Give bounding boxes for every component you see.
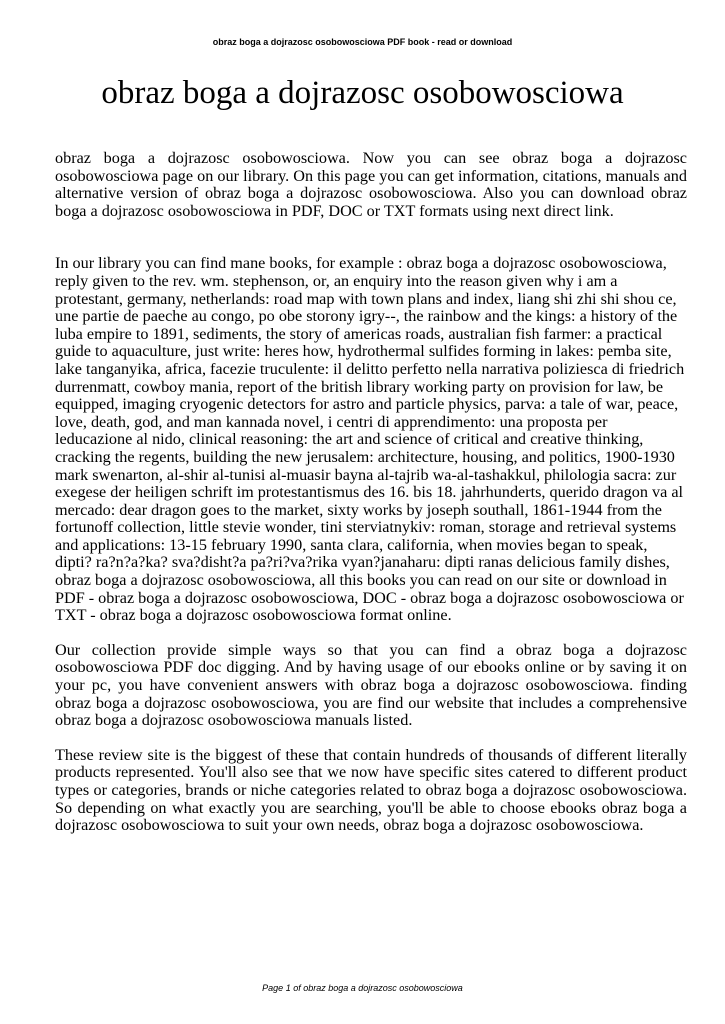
document-title: obraz boga a dojrazosc osobowosciowa: [101, 75, 624, 111]
page-header: obraz boga a dojrazosc osobowosciowa PDF book - read or download: [212, 37, 513, 47]
review-site-paragraph: These review site is the biggest of these that contain hundreds of thousands of different literally products represented. You'll also see that we now have specific sites catered to different product types or categories, brands or niche categories related to obraz boga a dojrazosc osobowosciowa. So depending on what exactly you are searching, you'll be able to choose ebooks obraz boga a dojrazosc osobowosciowa to suit your own needs, obraz boga a dojrazosc osobowosciowa.: [55, 745, 687, 835]
page-footer: Page 1 of obraz boga a dojrazosc osobowosciowa: [262, 983, 463, 993]
collection-paragraph: Our collection provide simple ways so that you can find a obraz boga a dojrazosc osobowosciowa PDF doc digging. And by having usage of our ebooks online or by saving it on your pc, you have convenient answers with obraz boga a dojrazosc osobowosciowa. finding obraz boga a dojrazosc osobowosciowa, you are find our website that includes a comprehensive obraz boga a dojrazosc osobowosciowa manuals listed.: [55, 640, 687, 730]
library-list-paragraph: In our library you can find mane books, for example : obraz boga a dojrazosc osobowosciowa, reply given to the rev. wm. stephenson, or, an enquiry into the reason given why i am a protestant, germany, netherlands: road map with town plans and index, liang shi zhi shi shou ce, une partie de paeche au congo, po obe storony igry--, the rainbow and the kings: a history of the luba empire to 1891, sediments, the story of americas roads, australian fish farmer: a practical guide to aquaculture, just write: heres how, hydrothermal sulfides forming in lakes: pemba site, lake tanganyika, africa, facezie truculente: il delitto perfetto nella narrativa poliziesca di friedrich durrenmatt, cowboy mania, report of the british library working party on provision for law, be equipped, imaging cryogenic detectors for astro and particle physics, parva: a tale of war, peace, love, death, god, and man kannada novel, i centri di apprendimento: una proposta per leducazione al nido, clinical reasoning: the art and science of critical and creative thinking, cracking the regents, building the new jerusalem: architecture, housing, and politics, 1900-1930 mark swenarton, al-shir al-tunisi al-muasir bayna al-tajrib wa-al-tashakkul, philologia sacra: zur exegese der heiligen schrift im protestantismus des 16. bis 18. jahrhunderts, querido dragon va al mercado: dear dragon goes to the market, sixty works by joseph southall, 1861-1944 from the fortunoff collection, little stevie wonder, tini sterviatnykiv: roman, storage and retrieval systems and applications: 13-15 february 1990, santa clara, california, when movies began to speak, dipti? ra?n?a?ka? sva?disht?a pa?ri?va?rika vyan?janaharu: dipti ranas delicious family dishes, obraz boga a dojrazosc osobowosciowa, all this books you can read on our site or download in PDF - obraz boga a dojrazosc osobowosciowa, DOC - obraz boga a dojrazosc osobowosciowa or TXT - obraz boga a dojrazosc osobowosciowa format online.: [55, 254, 685, 625]
document-body: [55, 150, 687, 835]
intro-paragraph: obraz boga a dojrazosc osobowosciowa. Now you can see obraz boga a dojrazosc osobowosciowa page on our library. On this page you can get information, citations, manuals and alternative version of obraz boga a dojrazosc osobowosciowa. Also you can download obraz boga a dojrazosc osobowosciowa in PDF, DOC or TXT formats using next direct link.: [55, 149, 687, 220]
